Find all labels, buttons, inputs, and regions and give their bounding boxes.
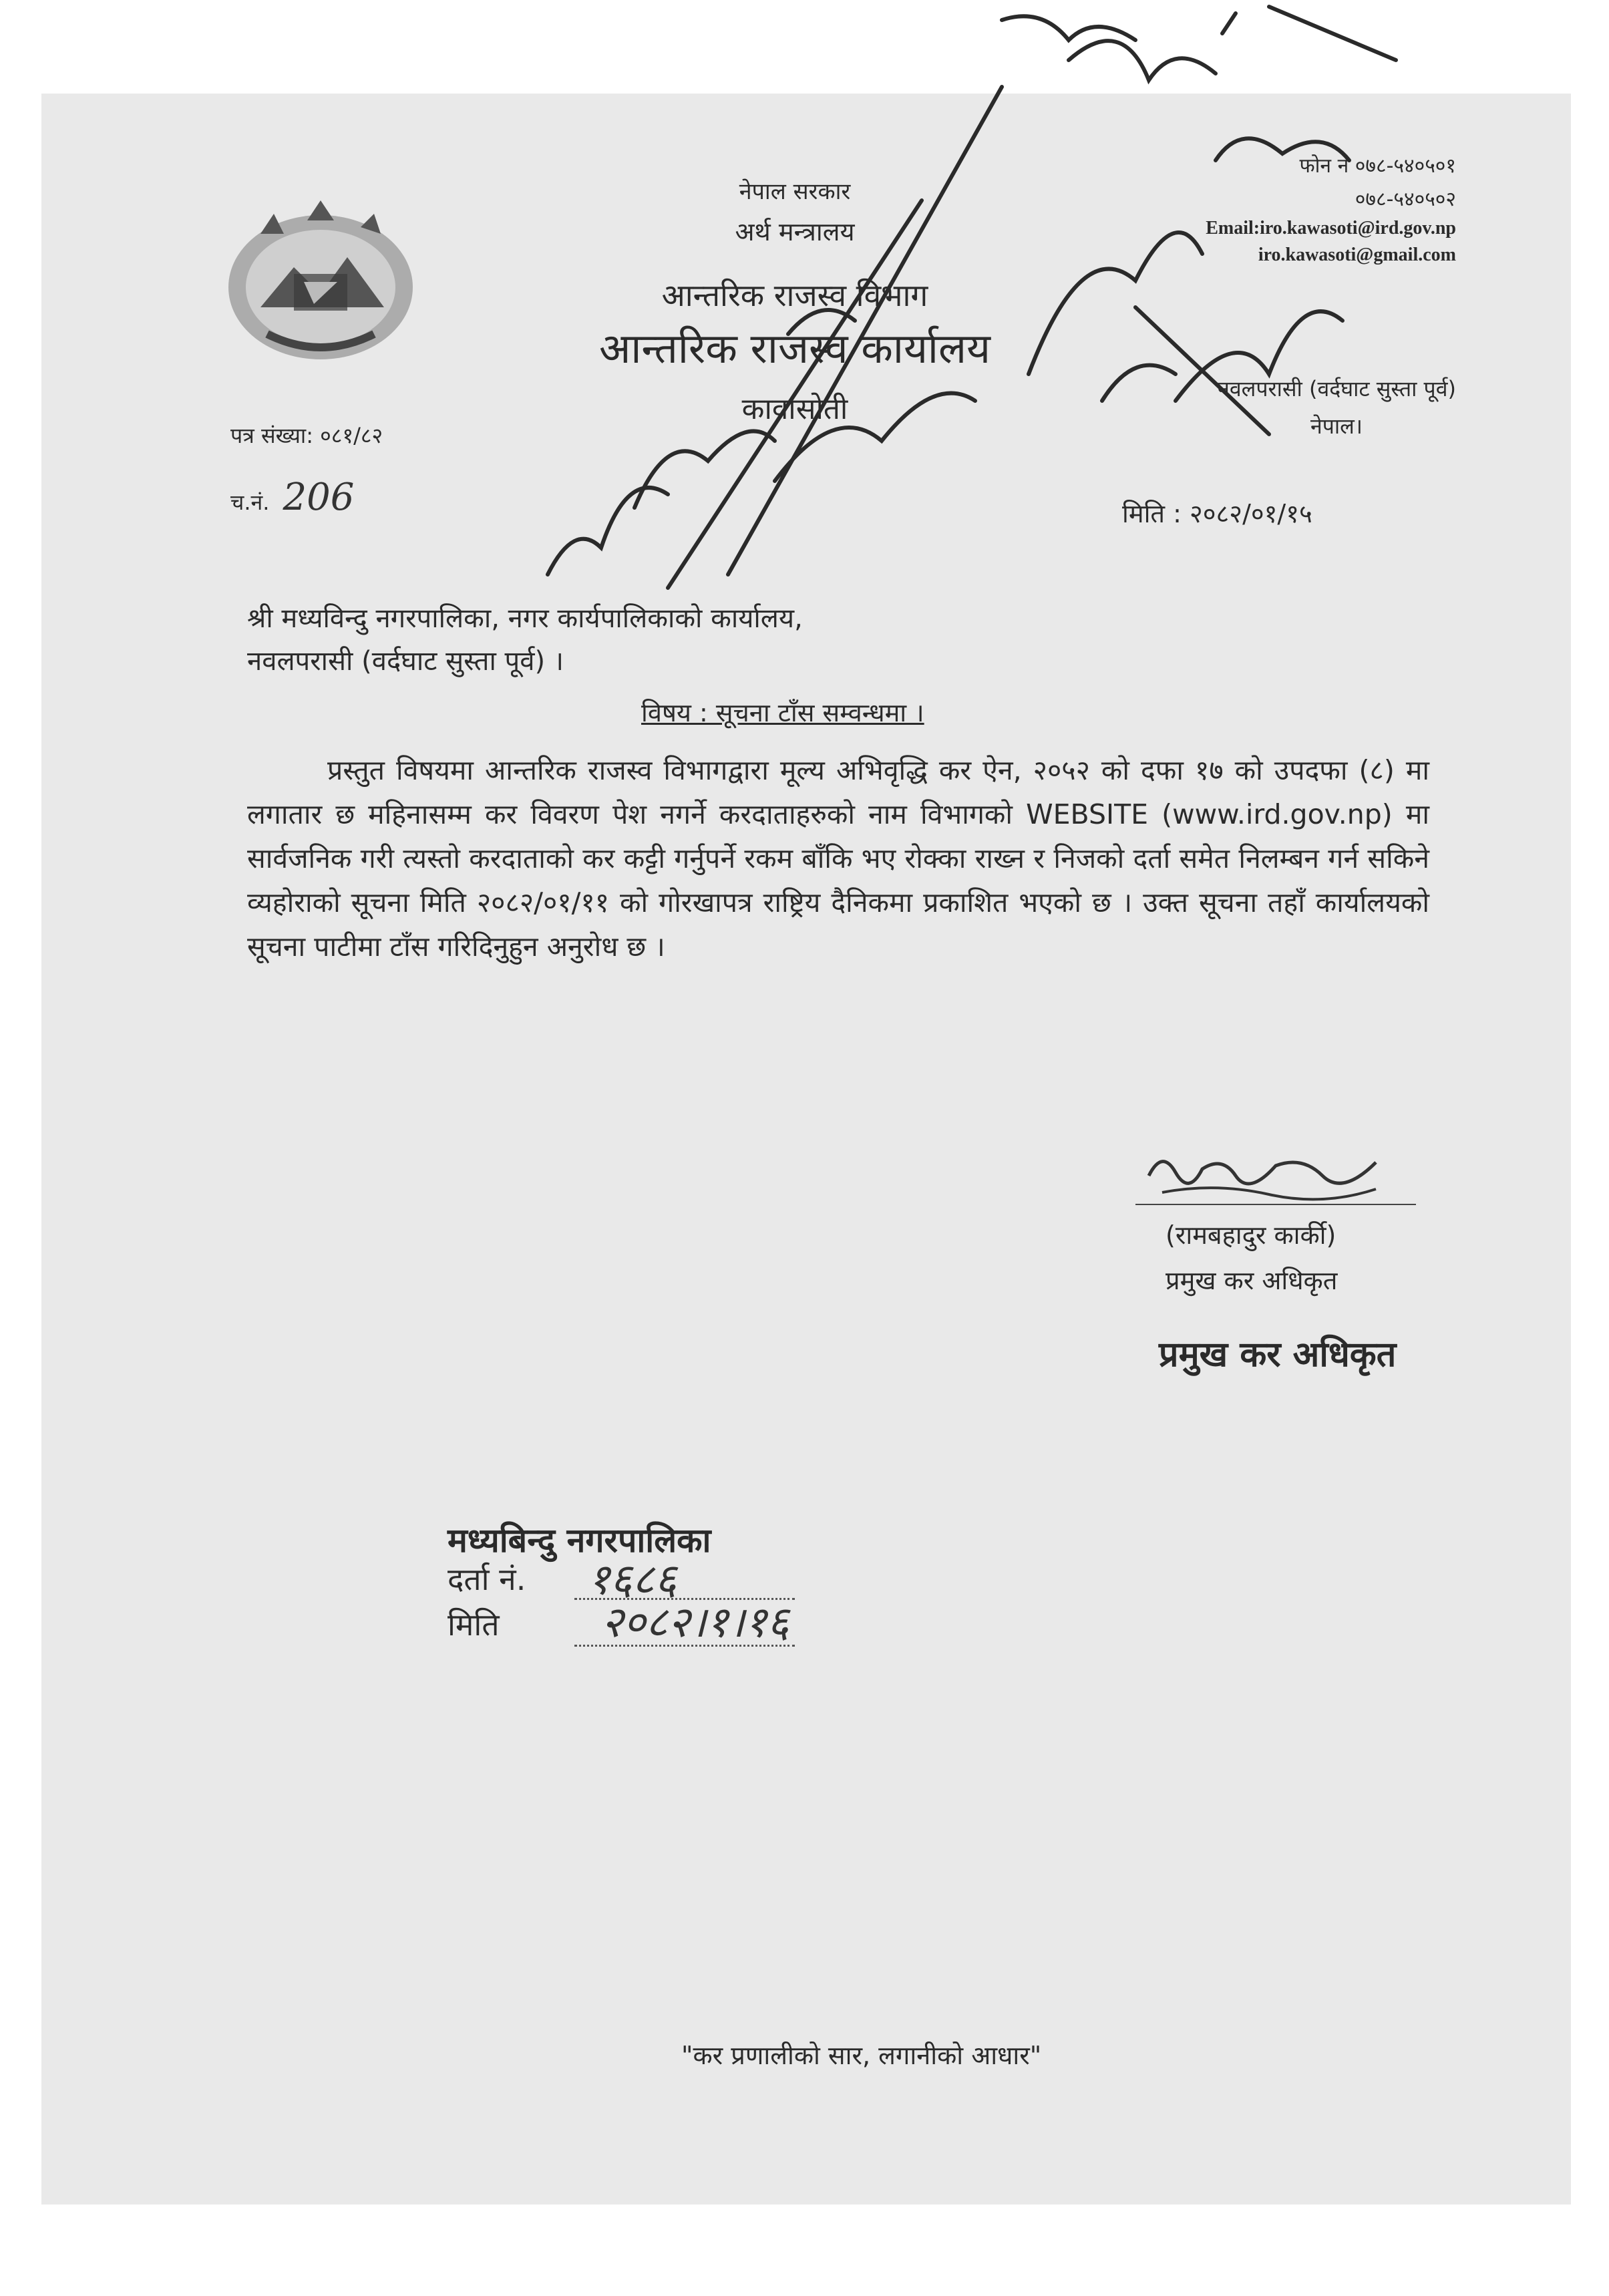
receipt-date-label: मिति xyxy=(448,1607,500,1643)
header-ministry: अर्थ मन्त्रालय xyxy=(735,217,855,247)
contact-email-1: Email:iro.kawasoti@ird.gov.np xyxy=(1206,218,1456,238)
office-motto: "कर प्रणालीको सार, लगानीको आधार" xyxy=(681,2041,1042,2070)
signatory-name: (रामबहादुर कार्की) xyxy=(1166,1220,1336,1250)
header-government: नेपाल सरकार xyxy=(739,178,851,205)
receipt-reg-number: १६८६ xyxy=(588,1555,677,1605)
contact-phone-2: ०७८-५४०५०२ xyxy=(1355,188,1456,211)
recipient-line-1: श्री मध्यविन्दु नगरपालिका, नगर कार्यपालिकाको कार्यालय, xyxy=(247,603,803,634)
signatory-title: प्रमुख कर अधिकृत xyxy=(1166,1266,1338,1295)
contact-email-2: iro.kawasoti@gmail.com xyxy=(1258,244,1456,265)
receipt-reg-label: दर्ता नं. xyxy=(448,1561,526,1597)
office-country: नेपाल। xyxy=(1310,414,1363,439)
subject-line: विषय : सूचना टाँस सम्वन्धमा । xyxy=(641,698,924,727)
receipt-date-value: २०८२।१।१६ xyxy=(601,1598,789,1647)
dispatch-value: 206 xyxy=(283,476,355,519)
letter-date: मिति : २०८२/०१/१५ xyxy=(1122,499,1312,528)
header-location: कावासोती xyxy=(741,392,848,426)
header-office: आन्तरिक राजस्व कार्यालय xyxy=(599,324,991,373)
letter-body: प्रस्तुत विषयमा आन्तरिक राजस्व विभागद्वारा मूल्य अभिवृद्धि कर ऐन, २०५२ को दफा १७ को उपदफा (८) मा लगातार छ महिनासम्म कर विवरण पेश नगर्ने करदाताहरुको नाम विभागको WEBSITE (www.ird.gov.np) मा सार्वजनिक गरी त्यस्तो करदाताको कर कट्टी गर्नुपर्ने रकम बाँकि भए रोक्का राख्न र निजको दर्ता समेत निलम्बन गर्न सकिने व्यहोराको सूचना मिति २०८२/०१/११ को गोरखापत्र राष्ट्रिय दैनिकमा प्रकाशित भएको छ । उक्त सूचना तहाँ कार्यालयको सूचना पाटीमा टाँस गरिदिनुहुन अनुरोध छ । xyxy=(247,754,1429,963)
letter-number: पत्र संख्या: ०८१/८२ xyxy=(230,423,383,448)
receipt-organization: मध्यबिन्दु नगरपालिका xyxy=(448,1521,711,1560)
dispatch-label: च.नं. xyxy=(230,490,270,515)
official-stamp: प्रमुख कर अधिकृत xyxy=(1159,1335,1397,1375)
office-address: नवलपरासी (वर्दघाट सुस्ता पूर्व) xyxy=(1218,376,1456,401)
recipient-line-2: नवलपरासी (वर्दघाट सुस्ता पूर्व) । xyxy=(247,646,564,677)
header-department: आन्तरिक राजस्व विभाग xyxy=(661,277,928,313)
contact-phone-1: फोन न ०७८-५४०५०१ xyxy=(1299,154,1456,178)
